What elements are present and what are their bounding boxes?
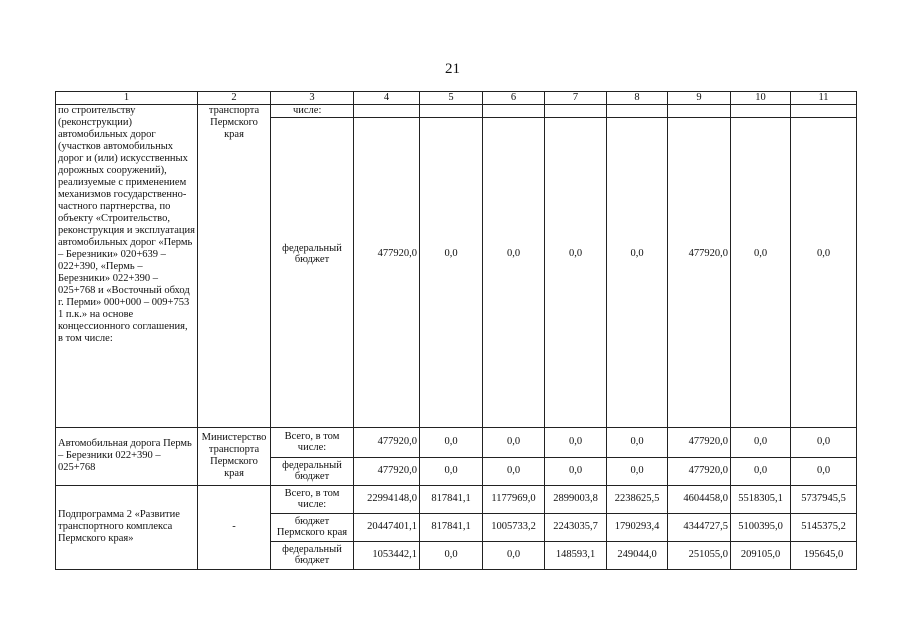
value-cell: 1005733,2: [483, 513, 545, 541]
value-cell: 5100395,0: [731, 513, 791, 541]
value-cell: 0,0: [607, 427, 668, 457]
value-cell: 0,0: [545, 457, 607, 485]
column-header: 9: [668, 92, 731, 105]
executor-cell: транспорта Пермского края: [198, 105, 271, 428]
source-cell: федеральный бюджет: [271, 541, 354, 569]
value-cell: 0,0: [731, 427, 791, 457]
column-header: 8: [607, 92, 668, 105]
source-cell: Всего, в том числе:: [271, 485, 354, 513]
value-cell: 4344727,5: [668, 513, 731, 541]
event-name-cell: Автомобильная дорога Пермь – Березники 022+390 – 025+768: [56, 427, 198, 485]
event-name-cell: по строительству (реконструкции) автомобильных дорог (участков автомобильных дорог и (или) искусственных дорожных сооружений), реализуемые с применением механизмов государственно-частного партнерства, по объекту «Строительство, реконструкция и эксплуатация автомобильных дорог «Пермь – Березники» 020+639 – 022+390, «Пермь – Березники» 022+390 – 025+768 и «Восточный обход г. Перми» 000+000 – 009+753 1 п.к.» на основе концессионного соглашения, в том числе:: [56, 105, 198, 428]
value-cell: 5145375,2: [791, 513, 857, 541]
value-cell: 148593,1: [545, 541, 607, 569]
value-cell: 0,0: [545, 427, 607, 457]
value-cell: 0,0: [420, 541, 483, 569]
value-cell: 0,0: [483, 117, 545, 427]
source-cell: федеральный бюджет: [271, 457, 354, 485]
value-cell: 0,0: [791, 117, 857, 427]
value-cell: 209105,0: [731, 541, 791, 569]
page-number: 21: [445, 61, 460, 77]
value-cell: 5737945,5: [791, 485, 857, 513]
table-row: [56, 105, 857, 118]
value-cell: 0,0: [420, 427, 483, 457]
value-cell: 2238625,5: [607, 485, 668, 513]
column-header: 1: [56, 92, 198, 105]
value-cell: 0,0: [483, 427, 545, 457]
column-header: 5: [420, 92, 483, 105]
value-cell: 4604458,0: [668, 485, 731, 513]
budget-table: [55, 91, 857, 570]
value-cell: 2899003,8: [545, 485, 607, 513]
value-cell: 0,0: [607, 117, 668, 427]
value-cell: 251055,0: [668, 541, 731, 569]
column-header: 7: [545, 92, 607, 105]
executor-cell: -: [198, 485, 271, 569]
value-cell: 817841,1: [420, 485, 483, 513]
column-header: 2: [198, 92, 271, 105]
value-cell: 0,0: [731, 457, 791, 485]
column-header: 6: [483, 92, 545, 105]
value-cell: 0,0: [607, 457, 668, 485]
value-cell: 5518305,1: [731, 485, 791, 513]
source-cell: бюджет Пермского края: [271, 513, 354, 541]
value-cell: 1177969,0: [483, 485, 545, 513]
value-cell: 477920,0: [354, 457, 420, 485]
column-number-row: [56, 92, 857, 105]
value-cell: 817841,1: [420, 513, 483, 541]
value-cell: 0,0: [483, 541, 545, 569]
value-cell: 0,0: [791, 427, 857, 457]
column-header: 4: [354, 92, 420, 105]
source-cell: федеральный бюджет: [271, 117, 354, 427]
value-cell: 1053442,1: [354, 541, 420, 569]
value-cell: 477920,0: [668, 427, 731, 457]
value-cell: 0,0: [545, 117, 607, 427]
value-cell: 477920,0: [354, 427, 420, 457]
value-cell: 477920,0: [354, 117, 420, 427]
value-cell: 477920,0: [668, 117, 731, 427]
value-cell: 0,0: [731, 117, 791, 427]
value-cell: 195645,0: [791, 541, 857, 569]
table-row: [56, 427, 857, 457]
value-cell: 249044,0: [607, 541, 668, 569]
executor-cell: Министерство транспорта Пермского края: [198, 427, 271, 485]
value-cell: 0,0: [420, 117, 483, 427]
column-header: 11: [791, 92, 857, 105]
value-cell: 0,0: [483, 457, 545, 485]
value-cell: 20447401,1: [354, 513, 420, 541]
value-cell: 1790293,4: [607, 513, 668, 541]
value-cell: 477920,0: [668, 457, 731, 485]
value-cell: 2243035,7: [545, 513, 607, 541]
value-cell: 0,0: [791, 457, 857, 485]
source-cell: Всего, в том числе:: [271, 427, 354, 457]
value-cell: 22994148,0: [354, 485, 420, 513]
column-header: 10: [731, 92, 791, 105]
source-cell: числе:: [271, 105, 354, 118]
subprogram-name-cell: Подпрограмма 2 «Развитие транспортного комплекса Пермского края»: [56, 485, 198, 569]
table-row: [56, 485, 857, 513]
column-header: 3: [271, 92, 354, 105]
value-cell: 0,0: [420, 457, 483, 485]
